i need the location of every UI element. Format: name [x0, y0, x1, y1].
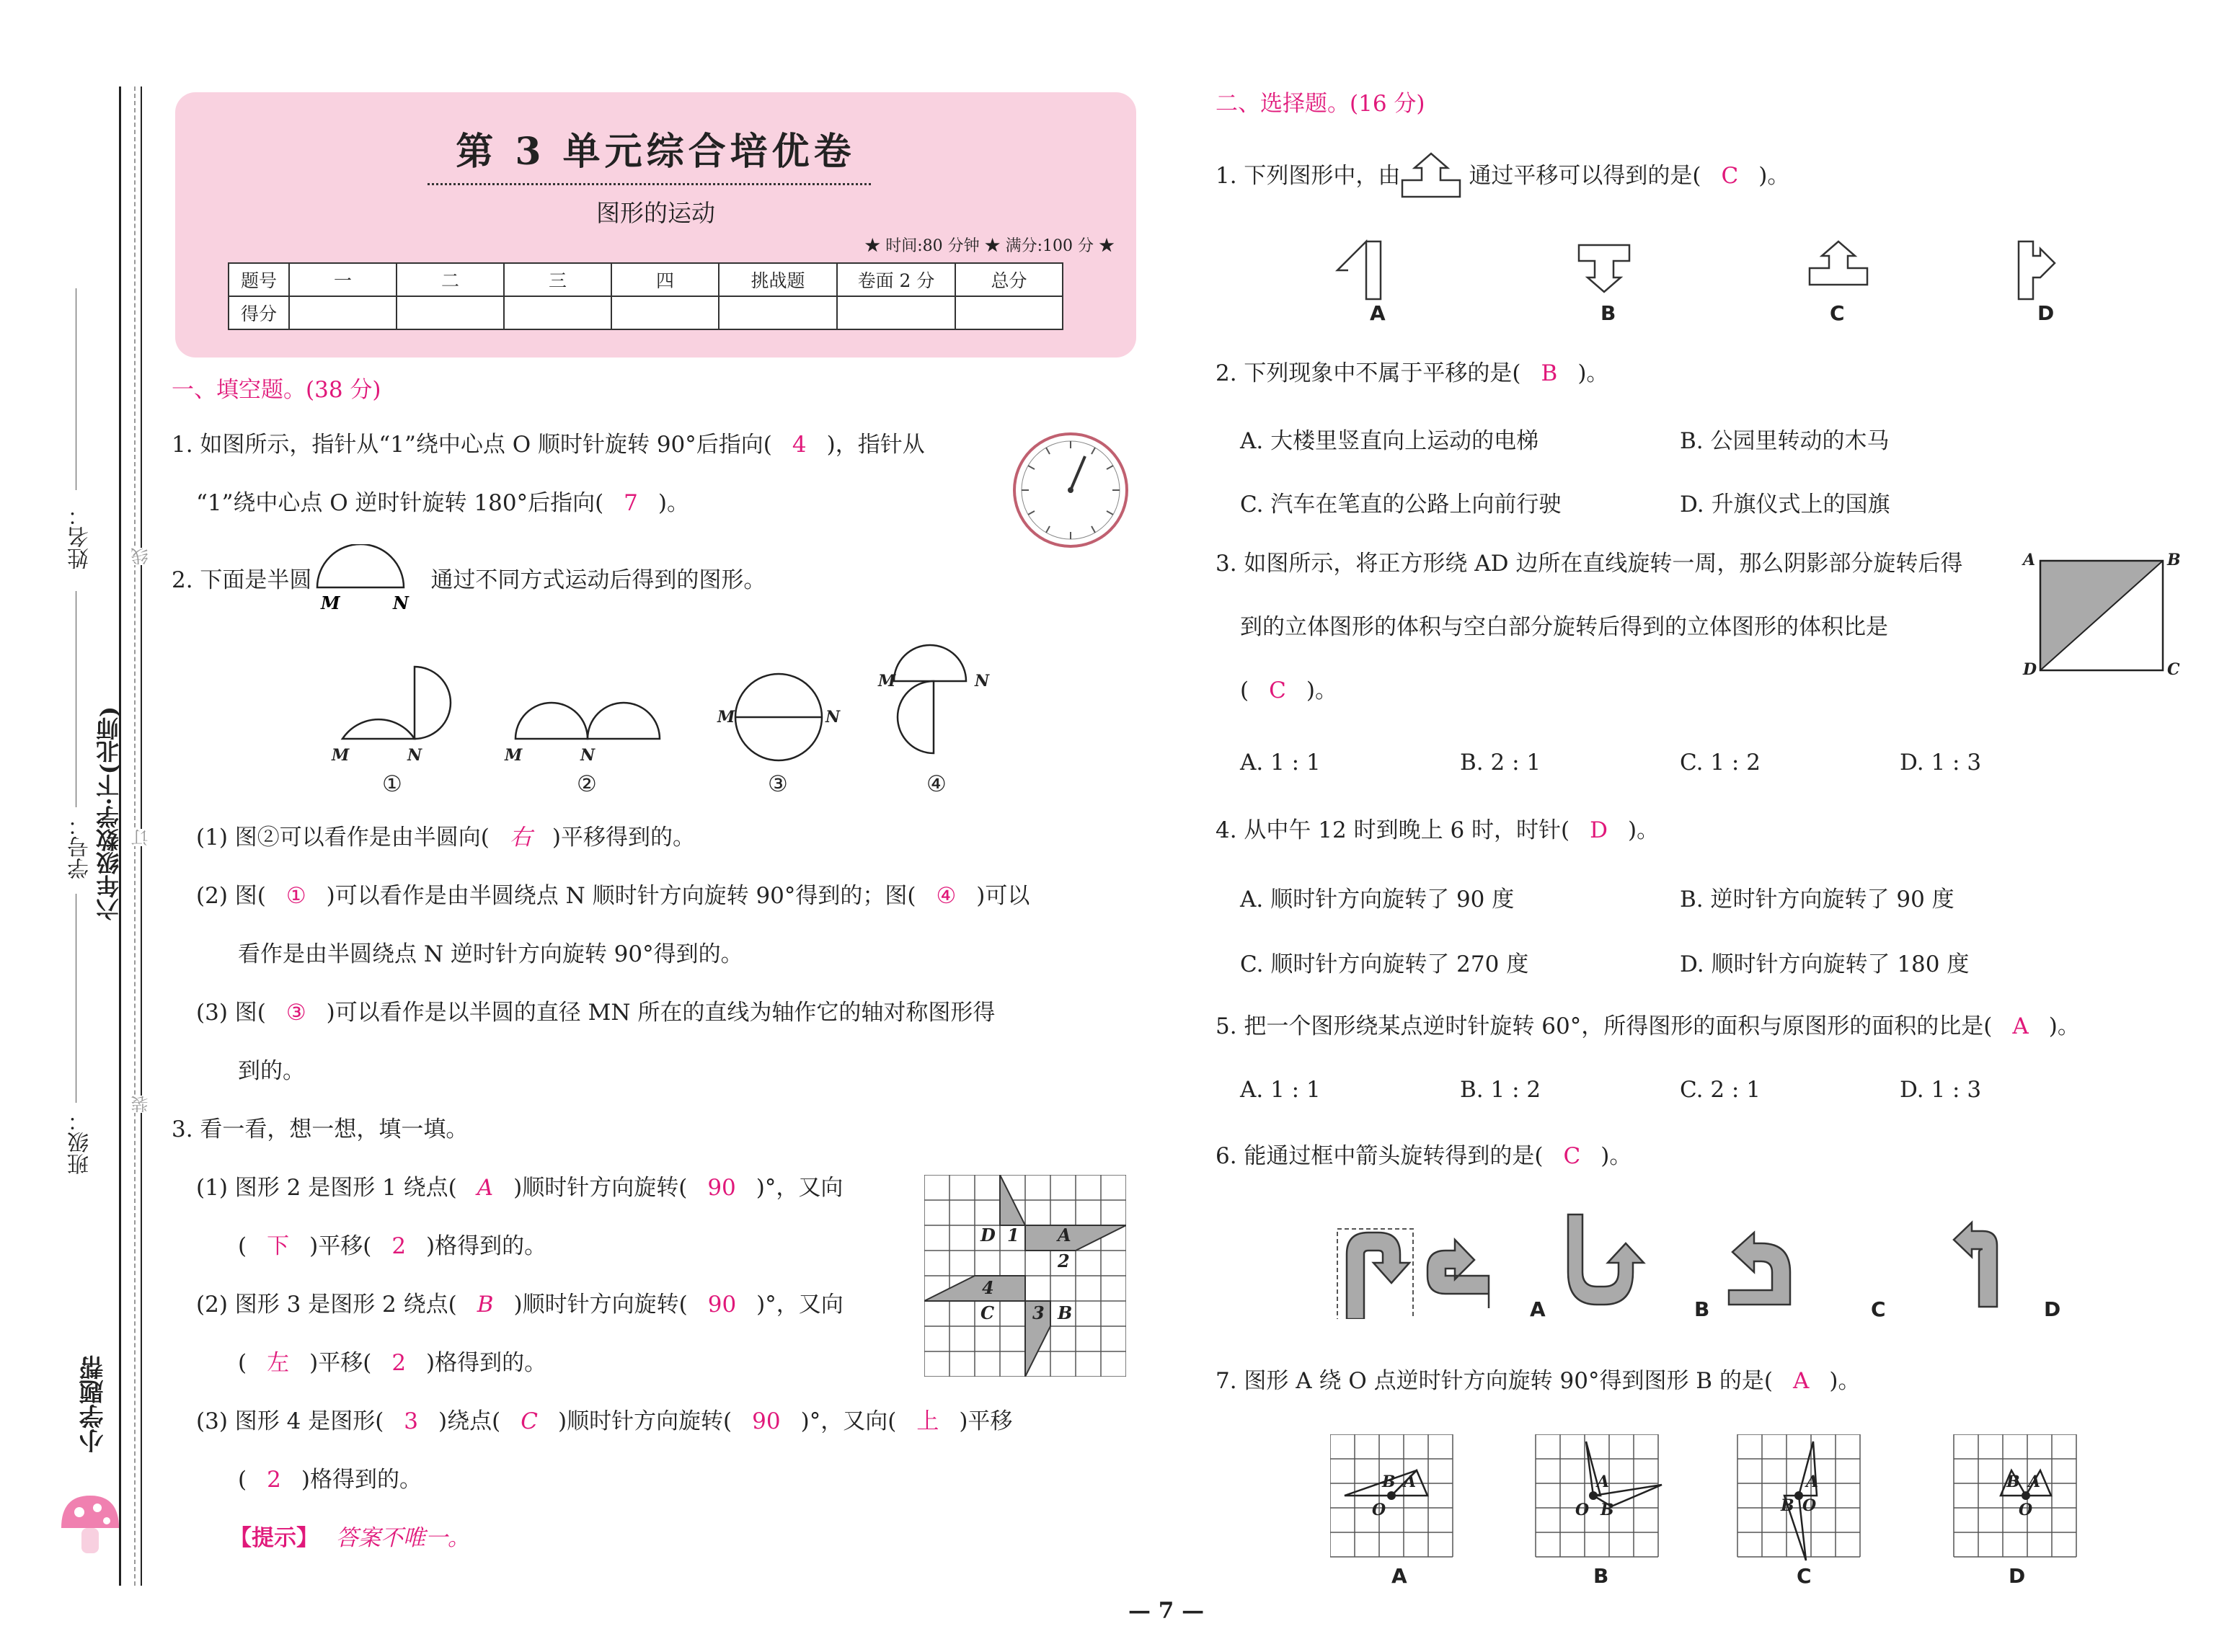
svg-text:O: O — [1575, 1501, 1590, 1519]
page-number: — 7 — — [1128, 1598, 1205, 1624]
score-cell: 总分 — [955, 263, 1063, 296]
s1-q1-line2: “1”绕中心点 O 逆时针旋转 180°后指向( 7 )。 — [196, 490, 690, 516]
score-cell: 一 — [289, 263, 397, 296]
answer: 2 — [391, 1233, 407, 1259]
score-cell: 卷面 2 分 — [837, 263, 955, 296]
answer: 上 — [916, 1408, 939, 1434]
score-cell: 得分 — [229, 296, 289, 329]
s2-q3-line3: ( C )。 — [1240, 678, 1337, 703]
fig-label-3: ③ — [768, 771, 788, 797]
hint — [229, 1524, 470, 1553]
choice-letter: C — [1797, 1564, 1812, 1588]
score-input[interactable] — [504, 296, 611, 329]
score-input[interactable] — [837, 296, 955, 329]
s1-q3-1-line2: ( 下 )平移( 2 )格得到的。 — [238, 1233, 547, 1259]
s2-q5-opt-c: C. 2 : 1 — [1680, 1077, 1761, 1103]
svg-text:A: A — [1597, 1473, 1610, 1491]
s1-q3-2-line2: ( 左 )平移( 2 )格得到的。 — [238, 1350, 547, 1376]
svg-text:O: O — [2019, 1501, 2033, 1519]
score-input[interactable] — [397, 296, 504, 329]
name-label: 姓名： — [68, 505, 93, 569]
s2-q3-opt-d: D. 1 : 3 — [1900, 750, 1982, 776]
section2-heading: 二、选择题。(16 分) — [1216, 91, 1425, 117]
bind-char-line: 线 — [128, 548, 154, 565]
s1-q3-heading: 3. 看一看，想一想，填一填。 — [172, 1116, 469, 1142]
svg-text:4: 4 — [982, 1277, 994, 1298]
rotation-grid-figure — [924, 1175, 1126, 1377]
s2-q3-line1: 3. 如图所示，将正方形绕 AD 边所在直线旋转一周，那么阴影部分旋转后得 — [1216, 551, 1963, 577]
score-input[interactable] — [955, 296, 1063, 329]
svg-text:A: A — [2028, 1473, 2041, 1491]
answer: D — [1590, 817, 1608, 843]
svg-text:M: M — [505, 746, 523, 765]
answer: 3 — [404, 1408, 419, 1434]
svg-text:2: 2 — [1058, 1251, 1070, 1271]
section1-heading: 一、填空题。(38 分) — [172, 377, 381, 403]
answer: 左 — [267, 1350, 290, 1376]
answer: A — [2012, 1013, 2029, 1039]
brand-label: 小学题帮 — [79, 1355, 108, 1453]
svg-text:M: M — [332, 746, 350, 765]
answer: C — [1563, 1143, 1581, 1169]
svg-text:N: N — [393, 592, 409, 613]
answer: 4 — [792, 432, 807, 458]
s1-q3-1-line1: (1) 图形 2 是图形 1 绕点( A )顺时针方向旋转( 90 )°，又向 — [196, 1175, 844, 1201]
s2-q4-line: 4. 从中午 12 时到晚上 6 时，时针( D )。 — [1216, 817, 1660, 843]
semicircle-icon — [306, 544, 415, 613]
translation-options — [1327, 238, 2105, 310]
s1-q3-2-line1: (2) 图形 3 是图形 2 绕点( B )顺时针方向旋转( 90 )°，又向 — [196, 1292, 844, 1318]
score-input[interactable] — [719, 296, 837, 329]
s2-q5-line: 5. 把一个图形绕某点逆时针旋转 60°，所得图形的面积与原图形的面积的比是( A )。 — [1216, 1013, 2080, 1039]
choice-letter: B — [1600, 301, 1616, 325]
class-label: 班级： — [68, 1110, 93, 1175]
s1-q2-3-line1: (3) 图( ③ )可以看作是以半圆的直径 MN 所在的直线为轴作它的轴对称图形得 — [196, 1000, 996, 1026]
s2-q2-opt-c: C. 汽车在笔直的公路上向前行驶 — [1240, 492, 1562, 518]
s1-q3-3-line1: (3) 图形 4 是图形( 3 )绕点( C )顺时针方向旋转( 90 )°，又向( 上 )平移 — [196, 1408, 1013, 1434]
choice-letter: A — [1370, 301, 1386, 325]
answer: 90 — [707, 1175, 736, 1201]
choice-letter: C — [1871, 1297, 1886, 1321]
book-label: 六年级数学·下(北师) — [95, 706, 123, 921]
s2-q4-opt-d: D. 顺时针方向旋转了 180 度 — [1680, 951, 1970, 977]
answer: 90 — [752, 1408, 781, 1434]
choice-letter: B — [1694, 1297, 1710, 1321]
semicircle-figures — [317, 634, 1024, 800]
s2-q5-opt-b: B. 1 : 2 — [1460, 1077, 1541, 1103]
svg-text:O: O — [1802, 1496, 1817, 1515]
svg-text:N: N — [975, 672, 990, 690]
answer: C — [1721, 163, 1739, 189]
answer: 90 — [707, 1292, 737, 1318]
choice-letter: D — [2037, 301, 2055, 325]
s1-q3-3-line2: ( 2 )格得到的。 — [238, 1467, 422, 1493]
s2-q4-opt-a: A. 顺时针方向旋转了 90 度 — [1240, 887, 1515, 912]
svg-text:B: B — [1382, 1473, 1396, 1491]
score-input[interactable] — [611, 296, 719, 329]
hint-text: 答案不唯一。 — [335, 1525, 470, 1551]
score-cell: 挑战题 — [719, 263, 837, 296]
s2-q6-line: 6. 能通过框中箭头旋转得到的是( C )。 — [1216, 1143, 1632, 1169]
svg-text:A: A — [2023, 551, 2036, 569]
s1-q2-3-line2: 到的。 — [238, 1058, 305, 1084]
s2-q3-opt-c: C. 1 : 2 — [1680, 750, 1761, 776]
svg-text:O: O — [1372, 1501, 1386, 1519]
svg-text:A: A — [1058, 1225, 1071, 1245]
choice-letter: D — [2009, 1564, 2026, 1588]
svg-text:N: N — [407, 746, 422, 765]
page-subtitle: 图形的运动 — [596, 199, 715, 227]
bind-char-zhuang: 装 — [128, 1096, 154, 1113]
s2-q1-line: 1. 下列图形中，由 通过平移可以得到的是( C )。 — [1216, 163, 1790, 189]
shape-icon — [1399, 150, 1464, 200]
s2-q2-opt-d: D. 升旗仪式上的国旗 — [1680, 492, 1890, 518]
answer: A — [477, 1175, 494, 1201]
mushroom-logo-icon — [50, 1485, 130, 1564]
score-cell: 三 — [504, 263, 611, 296]
s2-q2-line: 2. 下列现象中不属于平移的是( B )。 — [1216, 360, 1609, 386]
svg-text:B: B — [2167, 551, 2181, 569]
svg-text:B: B — [1058, 1302, 1073, 1323]
answer: A — [1793, 1368, 1810, 1394]
fig-label-1: ① — [382, 771, 402, 797]
choice-letter: A — [1530, 1297, 1546, 1321]
arrow-rotation-options — [1334, 1211, 2091, 1319]
s2-q3-opt-a: A. 1 : 1 — [1240, 750, 1321, 776]
student-no-label: 学号： — [68, 814, 93, 879]
svg-text:M: M — [878, 672, 896, 690]
answer: C — [521, 1408, 538, 1434]
bind-char-ding: 订 — [128, 829, 154, 846]
svg-text:D: D — [980, 1225, 996, 1245]
s2-q2-opt-a: A. 大楼里竖直向上运动的电梯 — [1240, 428, 1539, 454]
answer: C — [1269, 678, 1286, 703]
s2-q4-opt-c: C. 顺时针方向旋转了 270 度 — [1240, 951, 1529, 977]
svg-text:N: N — [825, 708, 841, 727]
exam-meta: ★ 时间:80 分钟 ★ 满分:100 分 ★ — [864, 237, 1115, 255]
s2-q5-opt-d: D. 1 : 3 — [1900, 1077, 1982, 1103]
answer: 右 — [509, 825, 532, 851]
answer: ④ — [936, 883, 957, 909]
answer: ③ — [285, 1000, 306, 1026]
square-figure — [2019, 548, 2184, 685]
svg-text:B: B — [2006, 1473, 2020, 1491]
s2-q3-opt-b: B. 2 : 1 — [1460, 750, 1541, 776]
s2-q3-line2: 到的立体图形的体积与空白部分旋转后得到的立体图形的体积比是 — [1240, 614, 1888, 640]
answer: 7 — [624, 490, 638, 516]
svg-text:A: A — [1404, 1473, 1417, 1491]
answer: B — [477, 1292, 494, 1318]
rotation-grid-options — [1330, 1434, 2087, 1564]
answer: 2 — [391, 1350, 407, 1376]
s2-q4-opt-b: B. 逆时针方向旋转了 90 度 — [1680, 887, 1954, 912]
s1-q2-2-line2: 看作是由半圆绕点 N 逆时针方向旋转 90°得到的。 — [238, 941, 743, 967]
answer: 下 — [267, 1233, 290, 1259]
s1-q2-1: (1) 图②可以看作是由半圆向( 右 )平移得到的。 — [196, 825, 695, 851]
svg-text:1: 1 — [1007, 1225, 1019, 1245]
score-input[interactable] — [289, 296, 397, 329]
svg-text:C: C — [2167, 660, 2180, 679]
choice-letter: A — [1391, 1564, 1407, 1588]
svg-text:N: N — [580, 746, 596, 765]
choice-letter: B — [1593, 1564, 1609, 1588]
hint-label: 【提示】 — [229, 1525, 319, 1551]
score-cell: 四 — [611, 263, 719, 296]
svg-text:C: C — [980, 1302, 995, 1323]
score-cell: 二 — [397, 263, 504, 296]
s2-q5-opt-a: A. 1 : 1 — [1240, 1077, 1321, 1103]
svg-text:B: B — [1781, 1496, 1794, 1515]
answer: B — [1541, 360, 1558, 386]
svg-text:M: M — [717, 708, 735, 727]
score-cell: 题号 — [229, 263, 289, 296]
s2-q2-opt-b: B. 公园里转动的木马 — [1680, 428, 1890, 454]
svg-text:D: D — [2023, 660, 2037, 679]
page-title: 第 3 单元综合培优卷 — [456, 130, 856, 174]
answer: ① — [285, 883, 306, 909]
s1-q2-line: 2. 下面是半圆 通过不同方式运动后得到的图形。 — [172, 567, 766, 593]
choice-letter: D — [2044, 1297, 2061, 1321]
choice-letter: C — [1830, 301, 1845, 325]
clock-icon — [1009, 429, 1132, 551]
score-table — [228, 262, 1063, 330]
fig-label-4: ④ — [926, 771, 947, 797]
title-dotted-rule — [428, 183, 871, 185]
fig-label-2: ② — [577, 771, 597, 797]
s1-q2-2-line1: (2) 图( ① )可以看作是由半圆绕点 N 顺时针方向旋转 90°得到的；图( ④ )可以 — [196, 883, 1030, 909]
header-box — [175, 92, 1136, 358]
svg-text:B: B — [1600, 1501, 1614, 1519]
svg-text:3: 3 — [1032, 1302, 1045, 1323]
svg-text:A: A — [1806, 1473, 1819, 1491]
svg-text:M: M — [321, 592, 340, 613]
s1-q1-line1: 1. 如图所示，指针从“1”绕中心点 O 顺时针旋转 90°后指向( 4 )，指针从 — [172, 432, 925, 458]
answer: 2 — [267, 1467, 281, 1493]
s2-q7-line: 7. 图形 A 绕 O 点逆时针方向旋转 90°得到图形 B 的是( A )。 — [1216, 1368, 1861, 1394]
